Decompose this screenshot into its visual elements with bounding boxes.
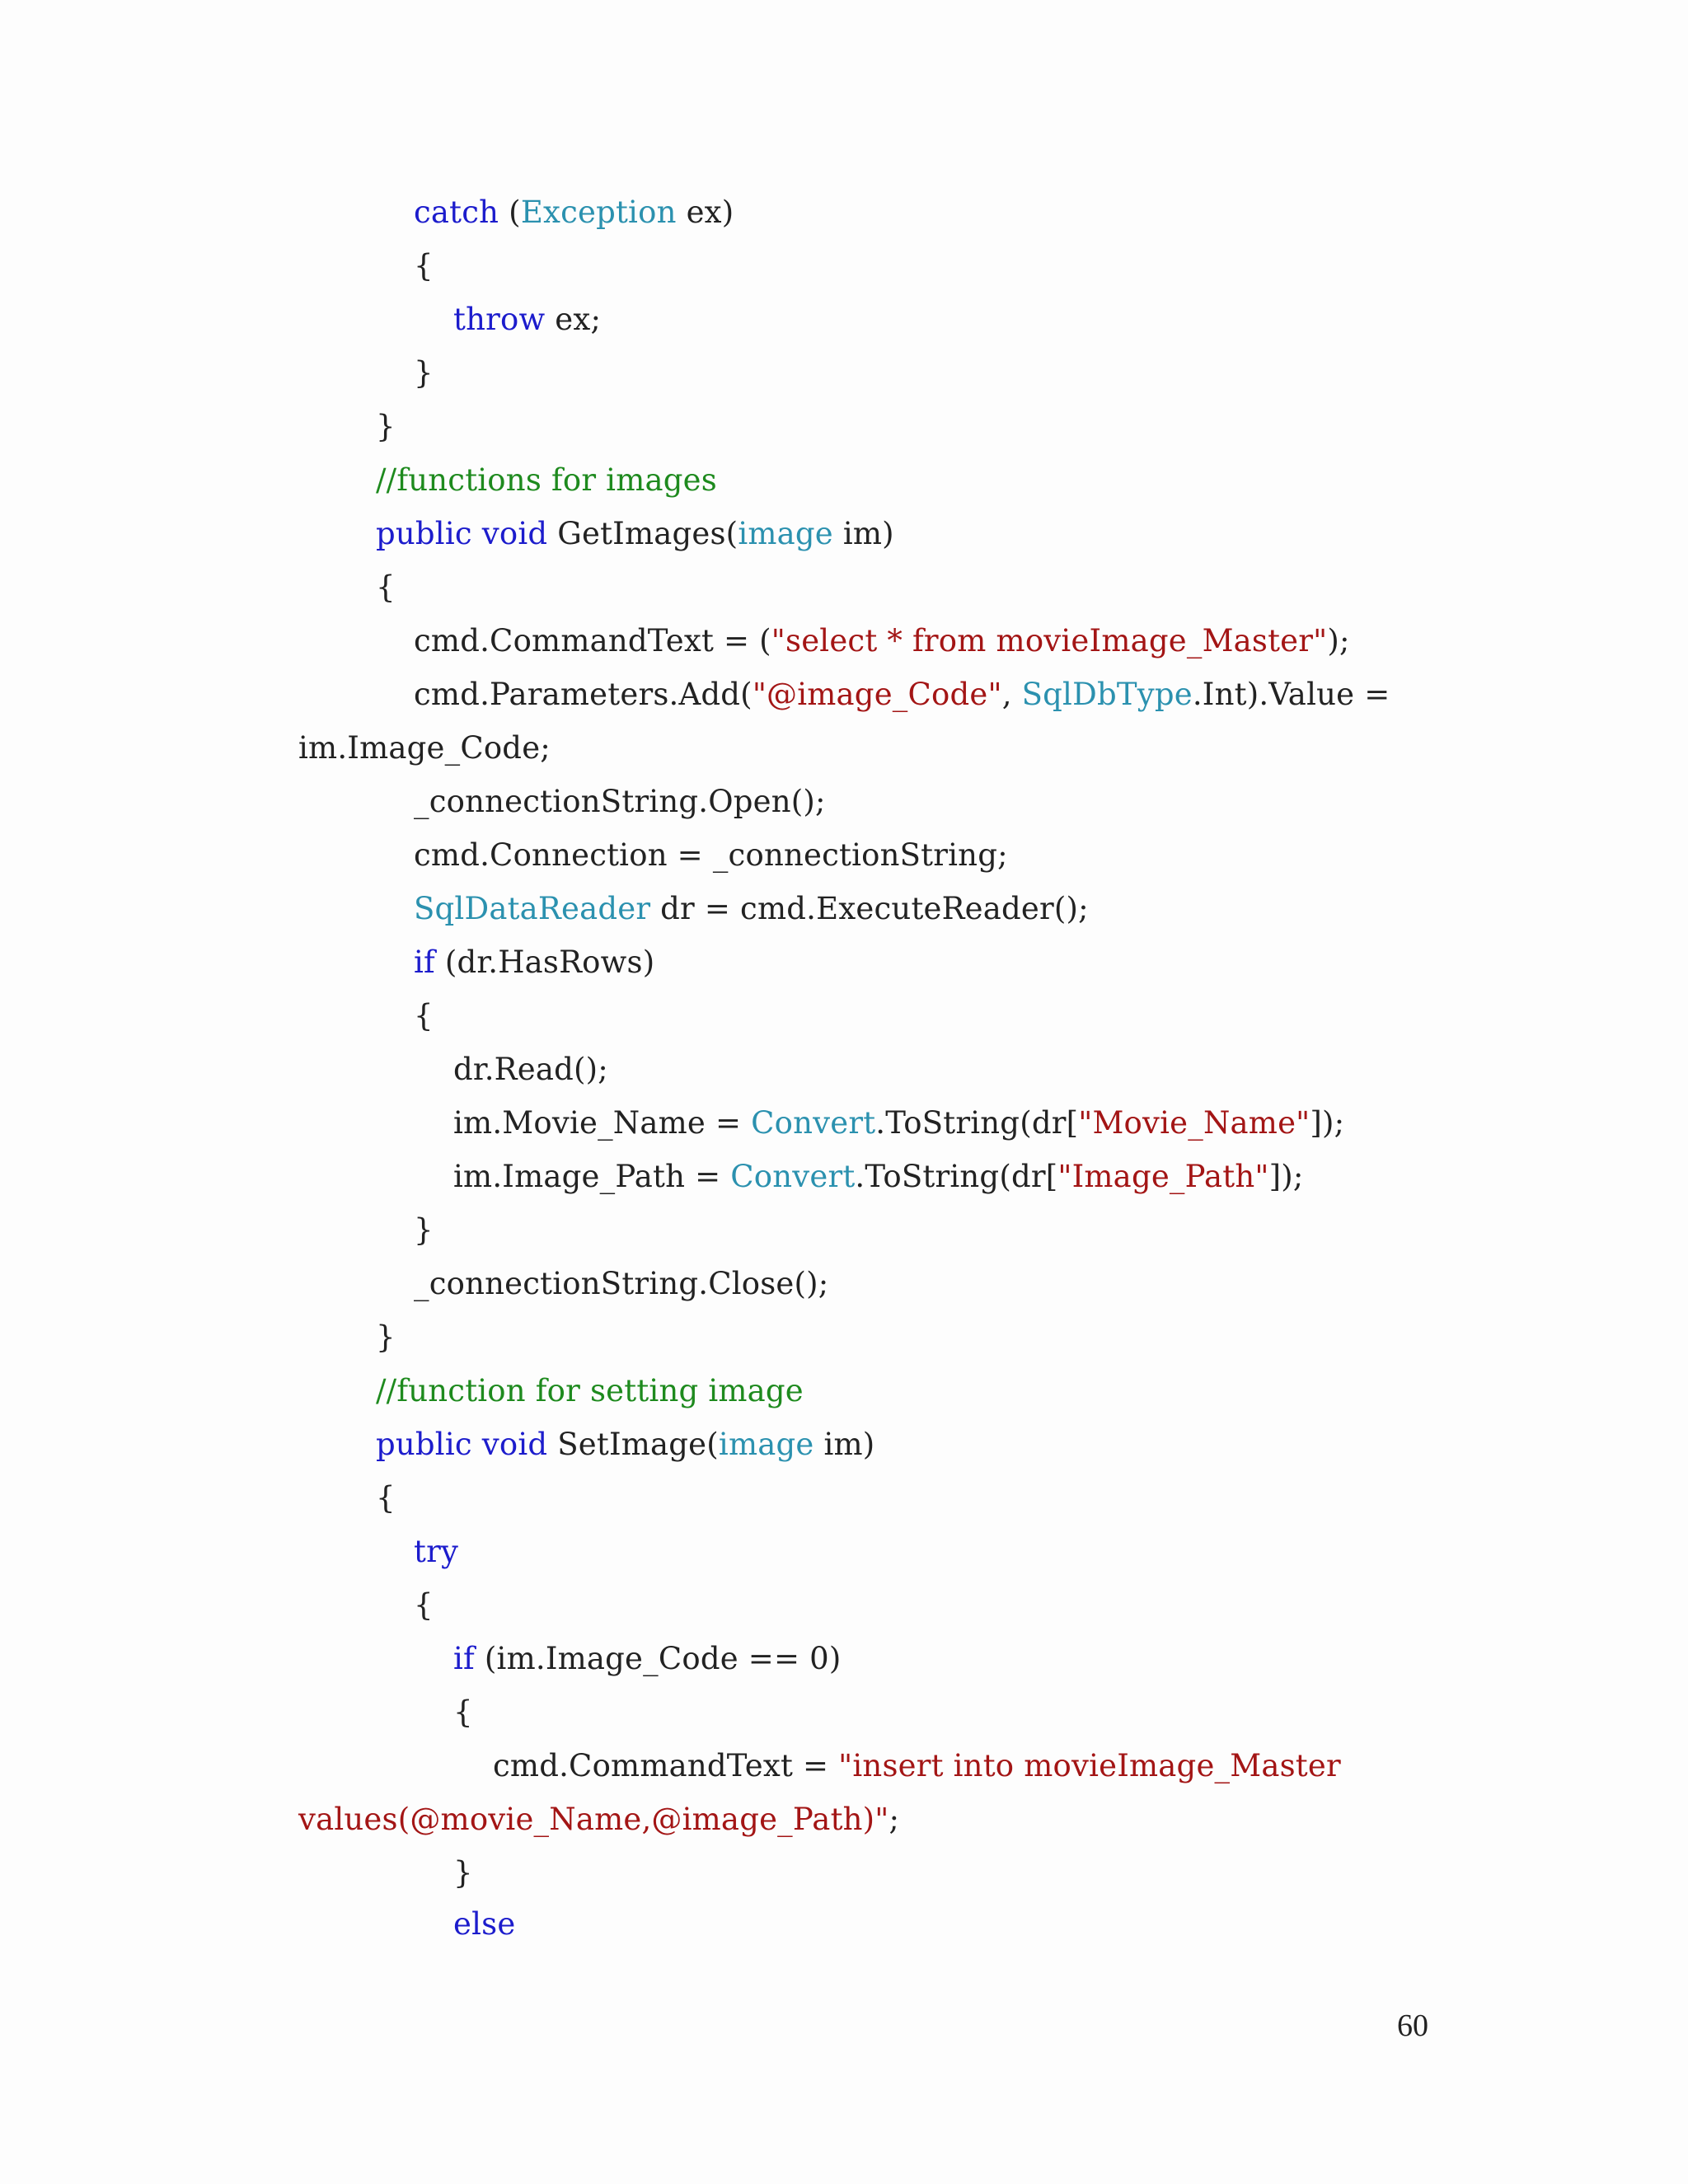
code-comment: //function for setting image xyxy=(376,1373,804,1408)
code-line xyxy=(453,1049,608,1090)
code-line xyxy=(414,1210,434,1251)
code-type: SqlDataReader xyxy=(414,891,651,926)
code-line xyxy=(414,192,734,233)
code-text xyxy=(472,1427,482,1462)
code-text: { xyxy=(414,248,434,284)
code-text: ( xyxy=(499,194,521,230)
code-string: "Movie_Name" xyxy=(1078,1105,1311,1141)
code-comment: //functions for images xyxy=(376,462,717,498)
code-keyword: void xyxy=(481,516,548,551)
code-keyword: void xyxy=(481,1427,548,1462)
code-text: ex) xyxy=(676,194,734,230)
code-text: ex; xyxy=(545,302,602,337)
page-number: 60 xyxy=(1397,2008,1428,2043)
code-type: SqlDbType xyxy=(1021,677,1193,712)
code-text: cmd.CommandText = xyxy=(493,1748,839,1783)
code-line xyxy=(376,460,717,501)
code-text: } xyxy=(453,1855,473,1891)
code-text: im) xyxy=(814,1427,875,1462)
code-type: image xyxy=(718,1427,814,1462)
code-text: } xyxy=(376,1319,396,1355)
code-text: (dr.HasRows) xyxy=(434,944,655,980)
code-line xyxy=(376,1424,874,1465)
code-text: im.Image_Path = xyxy=(453,1159,731,1194)
code-text: } xyxy=(376,409,396,444)
code-keyword: else xyxy=(453,1906,516,1942)
code-line xyxy=(376,1371,804,1412)
code-keyword: if xyxy=(453,1641,475,1676)
code-text: } xyxy=(414,355,434,391)
code-line xyxy=(453,299,601,340)
code-text: cmd.Connection = _connectionString; xyxy=(414,837,1008,873)
code-line xyxy=(453,1103,1344,1144)
code-string: "@image_Code" xyxy=(752,677,1002,712)
code-text: cmd.CommandText = ( xyxy=(414,623,771,658)
code-line xyxy=(414,835,1008,876)
code-string: values(@movie_Name,@image_Path)" xyxy=(298,1802,889,1837)
code-line xyxy=(414,1531,458,1572)
code-text: ]); xyxy=(1268,1159,1304,1194)
code-text: { xyxy=(453,1694,473,1730)
code-line xyxy=(453,1156,1304,1197)
code-line xyxy=(414,1585,434,1626)
code-text: cmd.Parameters.Add( xyxy=(414,677,753,712)
code-line xyxy=(414,1263,828,1305)
code-line xyxy=(376,1478,396,1519)
code-type: Convert xyxy=(730,1159,856,1194)
code-line xyxy=(376,406,396,448)
code-text: _connectionString.Close(); xyxy=(414,1266,829,1301)
code-keyword: if xyxy=(414,944,435,980)
code-text: _connectionString.Open(); xyxy=(414,784,826,819)
code-text: { xyxy=(376,569,396,605)
code-line xyxy=(298,728,551,769)
code-text: dr.Read(); xyxy=(453,1052,608,1087)
code-line xyxy=(414,353,434,394)
code-keyword: try xyxy=(414,1534,459,1569)
code-text: { xyxy=(414,1587,434,1623)
code-text: im.Movie_Name = xyxy=(453,1105,752,1141)
code-line xyxy=(298,1799,899,1840)
code-text: ; xyxy=(889,1802,900,1837)
code-line xyxy=(453,1904,515,1945)
code-text: { xyxy=(376,1480,396,1516)
code-line xyxy=(414,888,1089,930)
code-string: "select * from movieImage_Master" xyxy=(771,623,1328,658)
code-keyword: public xyxy=(376,1427,472,1462)
code-text: im) xyxy=(832,516,894,551)
code-line xyxy=(414,674,1390,715)
code-text: ); xyxy=(1327,623,1350,658)
code-type: Convert xyxy=(751,1105,876,1141)
code-text: GetImages( xyxy=(547,516,738,551)
code-text: ]); xyxy=(1310,1105,1345,1141)
code-text: , xyxy=(1001,677,1022,712)
code-line xyxy=(414,621,1350,662)
code-line xyxy=(453,1692,473,1733)
code-text: .ToString(dr[ xyxy=(855,1159,1058,1194)
code-text: im.Image_Code; xyxy=(298,730,551,766)
code-line xyxy=(376,1317,396,1358)
code-text: (im.Image_Code == 0) xyxy=(474,1641,842,1676)
code-text: } xyxy=(414,1212,434,1248)
code-keyword: public xyxy=(376,516,472,551)
code-keyword: catch xyxy=(414,194,499,230)
code-text: dr = cmd.ExecuteReader(); xyxy=(650,891,1089,926)
code-line xyxy=(453,1638,842,1680)
code-text xyxy=(472,516,482,551)
code-type: image xyxy=(738,516,833,551)
code-line xyxy=(414,781,826,823)
code-text: { xyxy=(414,998,434,1033)
code-line xyxy=(414,246,434,287)
code-text: .ToString(dr[ xyxy=(875,1105,1079,1141)
code-line xyxy=(414,942,654,983)
code-line xyxy=(453,1853,473,1894)
code-line xyxy=(376,513,894,555)
code-string: "Image_Path" xyxy=(1057,1159,1269,1194)
code-keyword: throw xyxy=(453,302,546,337)
code-line xyxy=(493,1746,1341,1787)
code-text: SetImage( xyxy=(547,1427,719,1462)
code-type: Exception xyxy=(520,194,677,230)
code-text: .Int).Value = xyxy=(1192,677,1390,712)
code-string: "insert into movieImage_Master xyxy=(838,1748,1341,1783)
code-line xyxy=(414,996,434,1037)
code-line xyxy=(376,567,396,608)
